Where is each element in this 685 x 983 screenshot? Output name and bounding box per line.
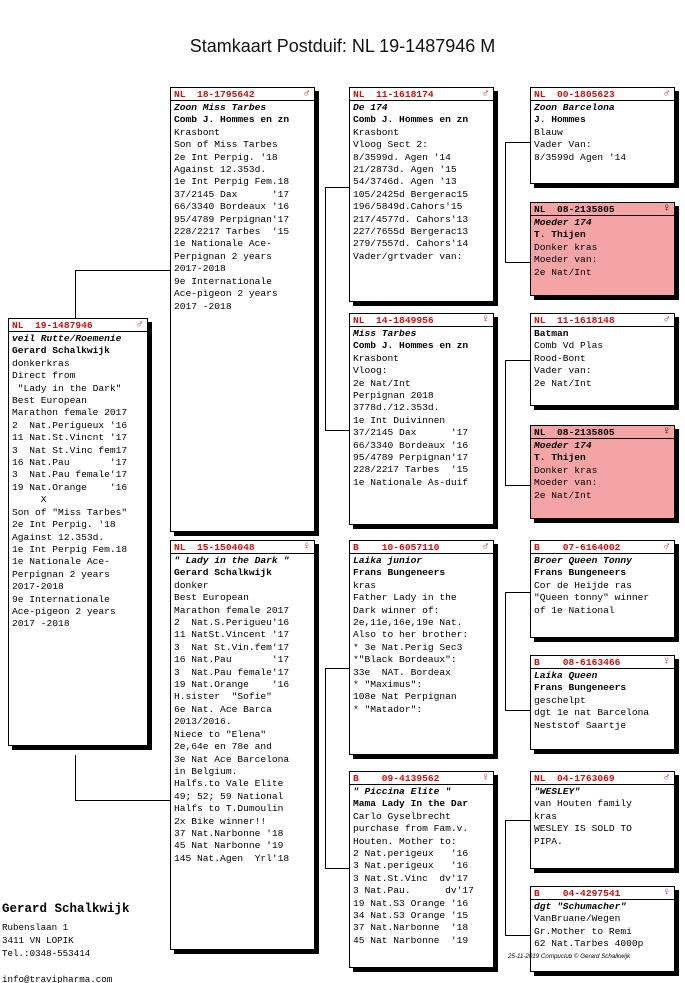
connector-line (505, 820, 530, 821)
card-line: 2e,64e en 78e and (174, 741, 272, 753)
pigeon-card-sds[interactable] (530, 313, 675, 406)
pigeon-name: Moeder 174 (534, 217, 592, 228)
connector-line (325, 668, 326, 868)
connector-line (505, 592, 506, 710)
card-line: Perpignan 2018 (353, 390, 434, 402)
connector-line (505, 710, 530, 711)
card-line: 1e Int Perpig Fem.18 (12, 543, 128, 555)
connector-line (505, 935, 530, 936)
male-icon: ♂ (482, 541, 489, 553)
software-credit: 25-11-2019 Compuclub © Gerard Schalkwijk (508, 953, 631, 960)
card-line: Against 12.353d. (174, 164, 267, 176)
card-line: 33e NAT. Bordeax (353, 666, 451, 678)
card-line: 196/5849d.Cahors'15 (353, 201, 463, 213)
card-line: Perpignan 2 years (174, 250, 272, 262)
card-line: PIPA. (534, 835, 563, 847)
card-line: Ace-pigeon 2 years (174, 288, 278, 300)
card-line: 3 Nat.Pau female'17 (174, 666, 290, 678)
card-line: 11 NatSt.Vincent '17 (174, 629, 290, 641)
male-icon: ♂ (482, 88, 489, 100)
card-line: 3 Nat.Pau female'17 (12, 469, 128, 481)
card-line: 8/3599d Agen '14 (534, 151, 627, 163)
card-line: 37/2145 Dax '17 (353, 427, 469, 439)
card-line: of 1e National (534, 604, 615, 616)
female-icon: ♀ (663, 887, 670, 899)
breeder-name: Gerard Schalkwijk (2, 902, 130, 916)
card-line: Krasbont (353, 352, 400, 364)
card-line: 1e Nationale Ace- (12, 556, 110, 568)
connector-line (505, 142, 506, 262)
pigeon-card-sire-sire[interactable] (349, 87, 494, 302)
connector-line (75, 270, 171, 271)
connector-line (325, 868, 350, 869)
card-line: Vloog Sect 2: (353, 139, 428, 151)
male-icon: ♂ (303, 88, 310, 100)
card-line: 2013/2016. (174, 716, 232, 728)
pigeon-name: Zoon Miss Tarbes (174, 102, 267, 113)
card-line: Dark winner of: (353, 604, 440, 616)
card-line: 37 Nat.Narbonne '18 (174, 827, 284, 839)
ring-number: NL 00-1805623 ♂ (531, 88, 674, 101)
card-line: 2 Nat.Perigueux '16 (12, 419, 128, 431)
ring-number: NL 15-1504048 ♀ (171, 541, 314, 554)
ring-number: NL 08-2135805 ♀ (531, 426, 674, 439)
breeder-email[interactable]: info@travipharma.com (2, 974, 113, 983)
card-line: in Belgium. (174, 765, 238, 777)
female-icon: ♀ (303, 541, 310, 553)
card-line: Son of "Miss Tarbes" (12, 506, 128, 518)
pigeon-card-dam[interactable] (170, 540, 315, 950)
card-line: Moeder van: (534, 254, 598, 266)
card-line: 2017 -2018 (174, 300, 232, 312)
card-line: Perpignan 2 years (12, 568, 110, 580)
card-line: Halfs.to Vale Elite (174, 778, 284, 790)
card-line: * 3e Nat.Perig Sec3 (353, 641, 463, 653)
card-line: 95/4789 Perpignan'17 (353, 452, 469, 464)
card-line: VanBruane/Wegen (534, 913, 621, 925)
connector-line (505, 592, 530, 593)
card-line: X (12, 494, 47, 506)
card-line: 37 Nat.Narbonne '18 (353, 922, 469, 934)
card-line: 11 Nat.St.Vincnt '17 (12, 432, 128, 444)
pigeon-name: dgt "Schumacher" (534, 901, 627, 912)
card-line: Neststof Saartje (534, 719, 627, 731)
card-line: 3 Nat St.Vin.fem'17 (174, 641, 290, 653)
card-line: 2e Nat/Int (534, 377, 592, 389)
card-line: 95/4789 Perpignan'17 (174, 213, 290, 225)
card-line: Donker kras (534, 464, 598, 476)
card-line: Best European (174, 592, 249, 604)
card-line: Gr.Mother to Remi (534, 925, 632, 937)
card-line: 9e Internationale (174, 275, 272, 287)
pigeon-card-ssd[interactable] (530, 202, 675, 296)
pigeon-owner: Comb J. Hommes en zn (174, 114, 290, 126)
card-line: H.sister "Sofie" (174, 691, 272, 703)
card-line: 21/2873d. Agen '15 (353, 164, 457, 176)
connector-line (505, 360, 506, 485)
card-line: Halfs to T.Dumoulin (174, 803, 284, 815)
male-icon: ♂ (663, 314, 670, 326)
card-line: 2e Int Perpig. '18 (174, 151, 278, 163)
card-line: 8/3599d. Agen '14 (353, 151, 451, 163)
connector-line (505, 262, 530, 263)
card-line: 2 Nat.S.Perigueu'16 (174, 617, 290, 629)
pigeon-name: veil Rutte/Roemenie (12, 333, 122, 344)
card-line: dgt 1e nat Barcelona (534, 707, 650, 719)
card-line: Also to her brother: (353, 629, 469, 641)
card-line: Vader Van: (534, 139, 592, 151)
card-line: WESLEY IS SOLD TO (534, 823, 632, 835)
card-line: 279/7557d. Cahors'14 (353, 238, 469, 250)
pigeon-owner: Frans Bungeneers (534, 682, 627, 694)
card-line: 227/7655d Bergerac13 (353, 226, 469, 238)
card-line: "Lady in the Dark" (12, 382, 122, 394)
pigeon-card-dss[interactable] (530, 540, 675, 638)
ring-number: NL 04-1763069 ♂ (531, 772, 674, 785)
card-line: 9e Internationale (12, 593, 110, 605)
card-line: Houten. Mother to: (353, 835, 457, 847)
pigeon-owner: Frans Bungeneers (353, 567, 446, 579)
card-line: Vloog: (353, 365, 388, 377)
breeder-city: 3411 VN LOPIK (2, 935, 74, 946)
ring-number: B 07-6164002 ♂ (531, 541, 674, 554)
male-icon: ♂ (663, 88, 670, 100)
pigeon-card-dsd[interactable] (530, 655, 675, 750)
ring-number: NL 18-1795642 ♂ (171, 88, 314, 101)
card-line: 3778d./12.353d. (353, 402, 440, 414)
connector-line (505, 485, 530, 486)
female-icon: ♀ (482, 772, 489, 784)
card-line: Direct from (12, 370, 76, 382)
pigeon-name: "WESLEY" (534, 786, 581, 797)
card-line: purchase from Fam.v. (353, 823, 469, 835)
connector-line (505, 142, 530, 143)
pigeon-name: Laika Queen (534, 670, 598, 681)
card-line: Cor de Heijde ras (534, 579, 632, 591)
card-line: 217/4577d. Cahors'13 (353, 213, 469, 225)
card-line: "Queen tonny" winner (534, 592, 650, 604)
pigeon-card-dds[interactable] (530, 771, 675, 869)
pigeon-card-sire[interactable] (170, 87, 315, 532)
page-title: Stamkaart Postduif: NL 19-1487946 M (189, 36, 496, 56)
card-line: Moeder van: (534, 477, 598, 489)
card-line: 2e Nat/Int (534, 266, 592, 278)
pigeon-card-sire-dam[interactable] (349, 313, 494, 525)
pigeon-name: Moeder 174 (534, 440, 592, 451)
pigeon-card-subject[interactable] (8, 318, 148, 746)
card-line: Niece to "Elena" (174, 728, 267, 740)
card-line: Ace-pigeon 2 years (12, 605, 116, 617)
card-line: Donker kras (534, 241, 598, 253)
male-icon: ♂ (663, 541, 670, 553)
card-line: 2e Nat/Int (534, 489, 592, 501)
connector-line (505, 360, 530, 361)
male-icon: ♂ (136, 319, 143, 331)
card-line: 1e Int Perpig Fem.18 (174, 176, 290, 188)
breeder-phone: Tel.:0348-553414 (2, 948, 91, 959)
female-icon: ♀ (663, 656, 670, 668)
card-line: 105/2425d Bergerac15 (353, 188, 469, 200)
card-line: 19 Nat.Orange '16 (174, 679, 290, 691)
ring-number: B 04-4297541 ♀ (531, 887, 674, 900)
pigeon-owner: Comb J. Hommes en zn (353, 340, 469, 352)
card-line: 16 Nat.Pau '17 (12, 457, 128, 469)
card-line: 66/3340 Bordeaux '16 (174, 201, 290, 213)
card-line: 3 Nat.perigeux '16 (353, 860, 469, 872)
female-icon: ♀ (663, 203, 670, 215)
card-line: 16 Nat.Pau '17 (174, 654, 290, 666)
card-line: 1e Nationale As-duif (353, 476, 469, 488)
card-line: kras (353, 579, 377, 591)
connector-line (75, 270, 76, 320)
card-line: geschelpt (534, 694, 586, 706)
pigeon-card-dam-sire[interactable] (349, 540, 494, 755)
pigeon-owner: Gerard Schalkwijk (12, 345, 110, 357)
card-line: 228/2217 Tarbes '15 (174, 226, 290, 238)
card-line: donker (174, 579, 209, 591)
ring-number: B 10-6057110 ♂ (350, 541, 493, 554)
pigeon-owner: Gerard Schalkwijk (174, 567, 272, 579)
card-line: 3 Nat.Pau. dv'17 (353, 885, 474, 897)
card-line: 66/3340 Bordeaux '16 (353, 439, 469, 451)
card-line: 2e Nat/Int (353, 377, 411, 389)
pigeon-owner: Mama Lady In the Dar (353, 798, 469, 810)
card-line: 108e Nat Perpignan (353, 691, 457, 703)
card-line: van Houten family (534, 798, 632, 810)
card-line: Krasbont (174, 126, 221, 138)
card-line: donkerkras (12, 357, 70, 369)
ring-number: NL 11-1618174 ♂ (350, 88, 493, 101)
card-line: Blauw (534, 126, 563, 138)
card-line: 2017 -2018 (12, 618, 70, 630)
ring-number: NL 11-1618148 ♂ (531, 314, 674, 327)
pigeon-card-dam-dam[interactable] (349, 771, 494, 968)
ring-number: B 08-6163466 ♀ (531, 656, 674, 669)
card-line: Rood-Bont (534, 352, 586, 364)
connector-line (505, 820, 506, 935)
pigeon-name: " Lady in the Dark " (174, 555, 290, 566)
pigeon-name: " Piccina Elite " (353, 786, 451, 797)
card-line: *"Black Bordeaux": (353, 654, 457, 666)
connector-line (325, 187, 326, 430)
card-line: 49; 52; 59 National (174, 790, 284, 802)
breeder-street: Rubenslaan 1 (2, 922, 69, 933)
pigeon-owner: T. Thijen (534, 229, 586, 241)
card-line: 2017-2018 (12, 581, 64, 593)
card-line: 1e Nationale Ace- (174, 238, 272, 250)
card-line: Best European (12, 395, 87, 407)
card-line: 45 Nat Narbonne '19 (353, 934, 469, 946)
connector-line (75, 800, 171, 801)
card-line: 2 Nat.perigeux '16 (353, 848, 469, 860)
card-line: Marathon female 2017 (12, 407, 128, 419)
female-icon: ♀ (482, 314, 489, 326)
female-icon: ♀ (663, 426, 670, 438)
card-line: 1e Int Duivinnen (353, 414, 446, 426)
card-line: 3e Nat Ace Barcelona (174, 753, 290, 765)
pigeon-owner: Batman (534, 328, 569, 339)
card-line: Carlo Gyselbrecht (353, 810, 451, 822)
card-line: 45 Nat Narbonne '19 (174, 840, 284, 852)
card-line: 37/2145 Dax '17 (174, 188, 290, 200)
pigeon-owner: Comb J. Hommes en zn (353, 114, 469, 126)
pigeon-name: De 174 (353, 102, 388, 113)
pigeon-owner: Frans Bungeneers (534, 567, 627, 579)
pigeon-name: Laika junior (353, 555, 423, 566)
card-line: Comb Vd Plas (534, 340, 604, 352)
pigeon-card-sss[interactable] (530, 87, 675, 184)
card-line: Against 12.353d. (12, 531, 105, 543)
pigeon-name: Miss Tarbes (353, 328, 417, 339)
connector-line (325, 668, 350, 669)
male-icon: ♂ (663, 772, 670, 784)
card-line: 2x Bike winner!! (174, 815, 267, 827)
card-line: 19 Nat.Orange '16 (12, 481, 128, 493)
card-line: Vader/grtvader van: (353, 250, 463, 262)
card-line: 2e,11e,16e,19e Nat. (353, 617, 463, 629)
card-line: kras (534, 810, 558, 822)
card-line: Vader van: (534, 365, 592, 377)
ring-number: B 09-4139562 ♀ (350, 772, 493, 785)
card-line: 145 Nat.Agen Yrl'18 (174, 852, 290, 864)
card-line: Marathon female 2017 (174, 604, 290, 616)
card-line: 3 Nat St.Vinc fem17 (12, 444, 128, 456)
card-line: 2e Int Perpig. '18 (12, 519, 116, 531)
card-line: Son of Miss Tarbes (174, 139, 278, 151)
card-line: Father Lady in the (353, 592, 457, 604)
card-line: * "Matador": (353, 703, 423, 715)
card-line: 6e Nat. Ace Barca (174, 703, 272, 715)
card-line: 228/2217 Tarbes '15 (353, 464, 469, 476)
ring-number: NL 14-1849956 ♀ (350, 314, 493, 327)
ring-number: NL 08-2135805 ♀ (531, 203, 674, 216)
connector-line (325, 430, 350, 431)
pigeon-card-sdd[interactable] (530, 425, 675, 519)
card-line: 54/3746d. Agen '13 (353, 176, 457, 188)
ring-number: NL 19-1487946 ♂ (9, 319, 147, 332)
card-line: 34 Nat.S3 Orange '15 (353, 910, 469, 922)
card-line: 2017-2018 (174, 263, 226, 275)
pigeon-owner: T. Thijen (534, 452, 586, 464)
card-line: 19 Nat.S3 Orange '16 (353, 897, 469, 909)
card-line: 62 Nat.Tarbes 4000p (534, 938, 644, 950)
connector-line (325, 187, 350, 188)
pigeon-owner: J. Hommes (534, 114, 586, 126)
card-line: * "Maximus": (353, 679, 423, 691)
pigeon-name: Zoon Barcelona (534, 102, 615, 113)
pigeon-name: Broer Queen Tonny (534, 555, 632, 566)
card-line: 3 Nat.St.Vinc dv'17 (353, 872, 469, 884)
card-line: Krasbont (353, 126, 400, 138)
connector-line (75, 755, 76, 800)
